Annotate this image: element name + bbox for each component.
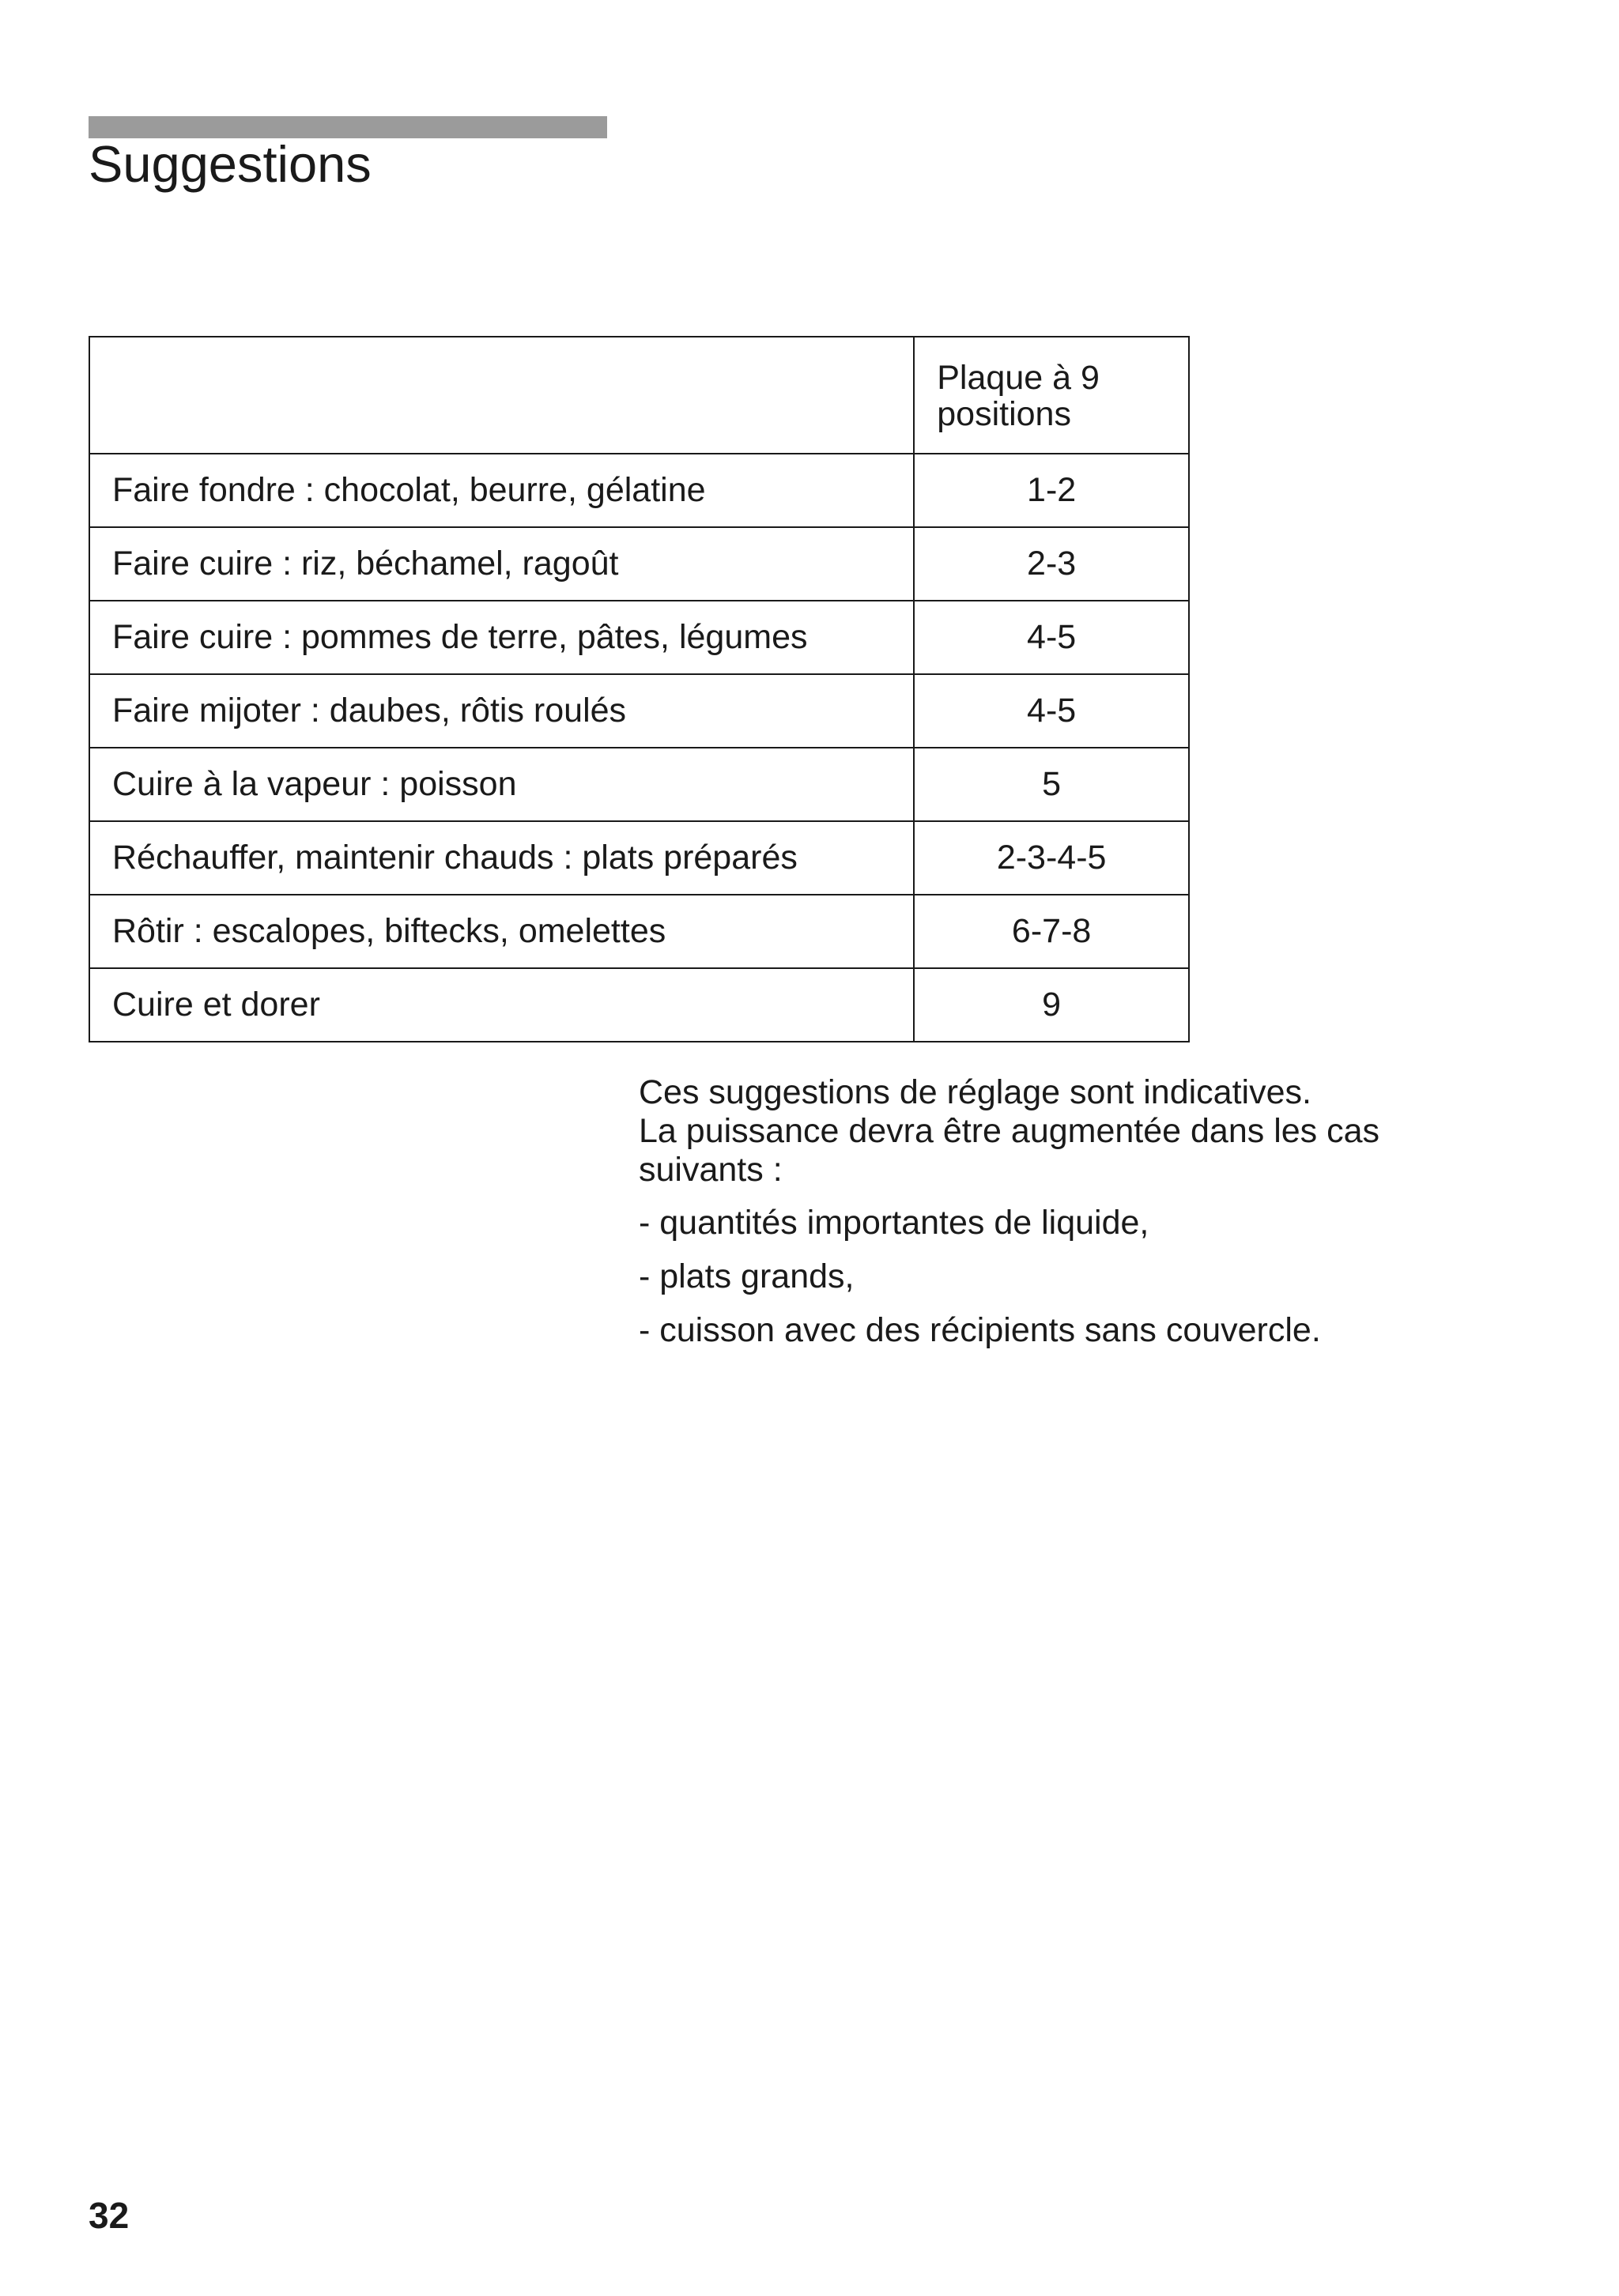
page-title: Suggestions xyxy=(89,135,372,193)
settings-note xyxy=(639,1073,1508,1365)
food-cell: Rôtir : escalopes, biftecks, omelettes xyxy=(89,895,914,968)
table-header-row xyxy=(89,337,1189,454)
food-cell: Faire cuire : riz, béchamel, ragoût xyxy=(89,527,914,601)
list-item: - plats grands, xyxy=(639,1257,855,1295)
note-conditions-list xyxy=(639,1204,1508,1350)
note-line-increase: La puissance devra être augmentée dans les cas suivants : xyxy=(639,1112,1380,1189)
list-item: - quantités importantes de liquide, xyxy=(639,1204,1149,1242)
setting-cell: 4-5 xyxy=(914,674,1189,748)
table-row xyxy=(89,968,1189,1042)
food-cell: Cuire et dorer xyxy=(89,968,914,1042)
setting-cell: 9 xyxy=(914,968,1189,1042)
table-row xyxy=(89,527,1189,601)
table-row xyxy=(89,895,1189,968)
table-row xyxy=(89,821,1189,895)
setting-cell: 2-3 xyxy=(914,527,1189,601)
setting-cell: 5 xyxy=(914,748,1189,821)
food-cell: Réchauffer, maintenir chauds : plats préparés xyxy=(89,821,914,895)
page-number: 32 xyxy=(89,2195,130,2236)
setting-cell: 2-3-4-5 xyxy=(914,821,1189,895)
food-cell: Faire cuire : pommes de terre, pâtes, légumes xyxy=(89,601,914,674)
setting-cell: 1-2 xyxy=(914,454,1189,527)
cooking-settings-table xyxy=(89,336,1190,1042)
food-cell: Faire fondre : chocolat, beurre, gélatine xyxy=(89,454,914,527)
table-row xyxy=(89,674,1189,748)
positions-column-header: Plaque à 9 positions xyxy=(914,337,1189,454)
note-line-indicative: Ces suggestions de réglage sont indicatives. xyxy=(639,1073,1311,1111)
food-cell: Cuire à la vapeur : poisson xyxy=(89,748,914,821)
setting-cell: 6-7-8 xyxy=(914,895,1189,968)
setting-cell: 4-5 xyxy=(914,601,1189,674)
food-cell: Faire mijoter : daubes, rôtis roulés xyxy=(89,674,914,748)
table-row xyxy=(89,748,1189,821)
table-row xyxy=(89,454,1189,527)
list-item: - cuisson avec des récipients sans couvercle. xyxy=(639,1311,1321,1349)
table-row xyxy=(89,601,1189,674)
food-column-header xyxy=(89,337,914,454)
